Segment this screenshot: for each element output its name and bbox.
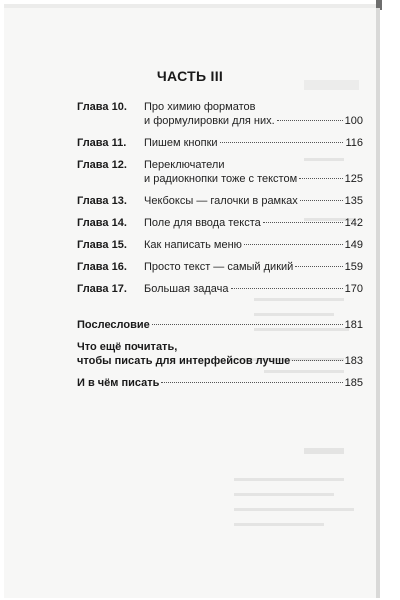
toc-entry-tools[interactable] bbox=[77, 376, 363, 390]
dot-leader bbox=[299, 178, 342, 179]
table-of-contents bbox=[77, 100, 363, 398]
page-number: 183 bbox=[344, 355, 363, 367]
chapter-label: Глава 15. bbox=[77, 239, 127, 251]
page-number: 135 bbox=[344, 195, 363, 207]
dot-leader bbox=[231, 288, 343, 289]
entry-title-line-2: чтобы писать для интерфейсов лучше bbox=[77, 355, 291, 367]
toc-entry-chapter-13[interactable] bbox=[77, 194, 363, 208]
part-title: ЧАСТЬ III bbox=[156, 68, 224, 84]
dot-leader bbox=[277, 120, 343, 121]
dot-leader bbox=[244, 244, 343, 245]
page-number: 170 bbox=[344, 283, 363, 295]
page-number: 185 bbox=[344, 377, 363, 389]
dot-leader bbox=[152, 324, 343, 325]
page-number: 116 bbox=[345, 137, 363, 149]
toc-entry-chapter-16[interactable] bbox=[77, 260, 363, 274]
section-gap bbox=[77, 304, 363, 318]
chapter-title: Большая задача bbox=[144, 283, 229, 295]
dot-leader bbox=[292, 360, 342, 361]
page-number: 125 bbox=[344, 173, 363, 185]
toc-entry-chapter-11[interactable] bbox=[77, 136, 363, 150]
entry-title-line-1: Что ещё почитать, bbox=[77, 341, 178, 353]
chapter-title-line-1: Переключатели bbox=[144, 159, 225, 171]
chapter-title-line-1: Про химию форматов bbox=[144, 101, 256, 113]
chapter-title: Как написать меню bbox=[144, 239, 242, 251]
toc-entry-afterword[interactable] bbox=[77, 318, 363, 332]
chapter-title: Чекбоксы — галочки в рамках bbox=[144, 195, 298, 207]
toc-entry-chapter-17[interactable] bbox=[77, 282, 363, 296]
dot-leader bbox=[161, 382, 342, 383]
toc-entry-chapter-15[interactable] bbox=[77, 238, 363, 252]
chapter-title: Поле для ввода текста bbox=[144, 217, 261, 229]
dot-leader bbox=[300, 200, 343, 201]
toc-entry-chapter-14[interactable] bbox=[77, 216, 363, 230]
page-number: 149 bbox=[344, 239, 363, 251]
entry-title: Послесловие bbox=[77, 319, 150, 331]
toc-entry-chapter-12[interactable] bbox=[77, 158, 363, 186]
page-number: 142 bbox=[344, 217, 363, 229]
chapter-label: Глава 16. bbox=[77, 261, 127, 273]
dot-leader bbox=[295, 266, 342, 267]
chapter-label: Глава 13. bbox=[77, 195, 127, 207]
chapter-title-line-2: и формулировки для них. bbox=[144, 115, 275, 127]
chapter-label: Глава 12. bbox=[77, 159, 127, 171]
chapter-title: Просто текст — самый дикий bbox=[144, 261, 294, 273]
page-number: 181 bbox=[344, 319, 363, 331]
toc-entry-further-reading[interactable] bbox=[77, 340, 363, 368]
chapter-label: Глава 17. bbox=[77, 283, 127, 295]
dot-leader bbox=[220, 142, 344, 143]
chapter-title-line-2: и радиокнопки тоже с текстом bbox=[144, 173, 298, 185]
entry-title: И в чём писать bbox=[77, 377, 160, 389]
dot-leader bbox=[263, 222, 343, 223]
page-right-edge bbox=[376, 8, 380, 598]
chapter-label: Глава 10. bbox=[77, 101, 127, 113]
chapter-label: Глава 11. bbox=[77, 137, 127, 149]
book-page bbox=[4, 8, 376, 598]
toc-entry-chapter-10[interactable] bbox=[77, 100, 363, 128]
page-number: 100 bbox=[344, 115, 363, 127]
chapter-label: Глава 14. bbox=[77, 217, 127, 229]
chapter-title: Пишем кнопки bbox=[144, 137, 218, 149]
page-number: 159 bbox=[344, 261, 363, 273]
